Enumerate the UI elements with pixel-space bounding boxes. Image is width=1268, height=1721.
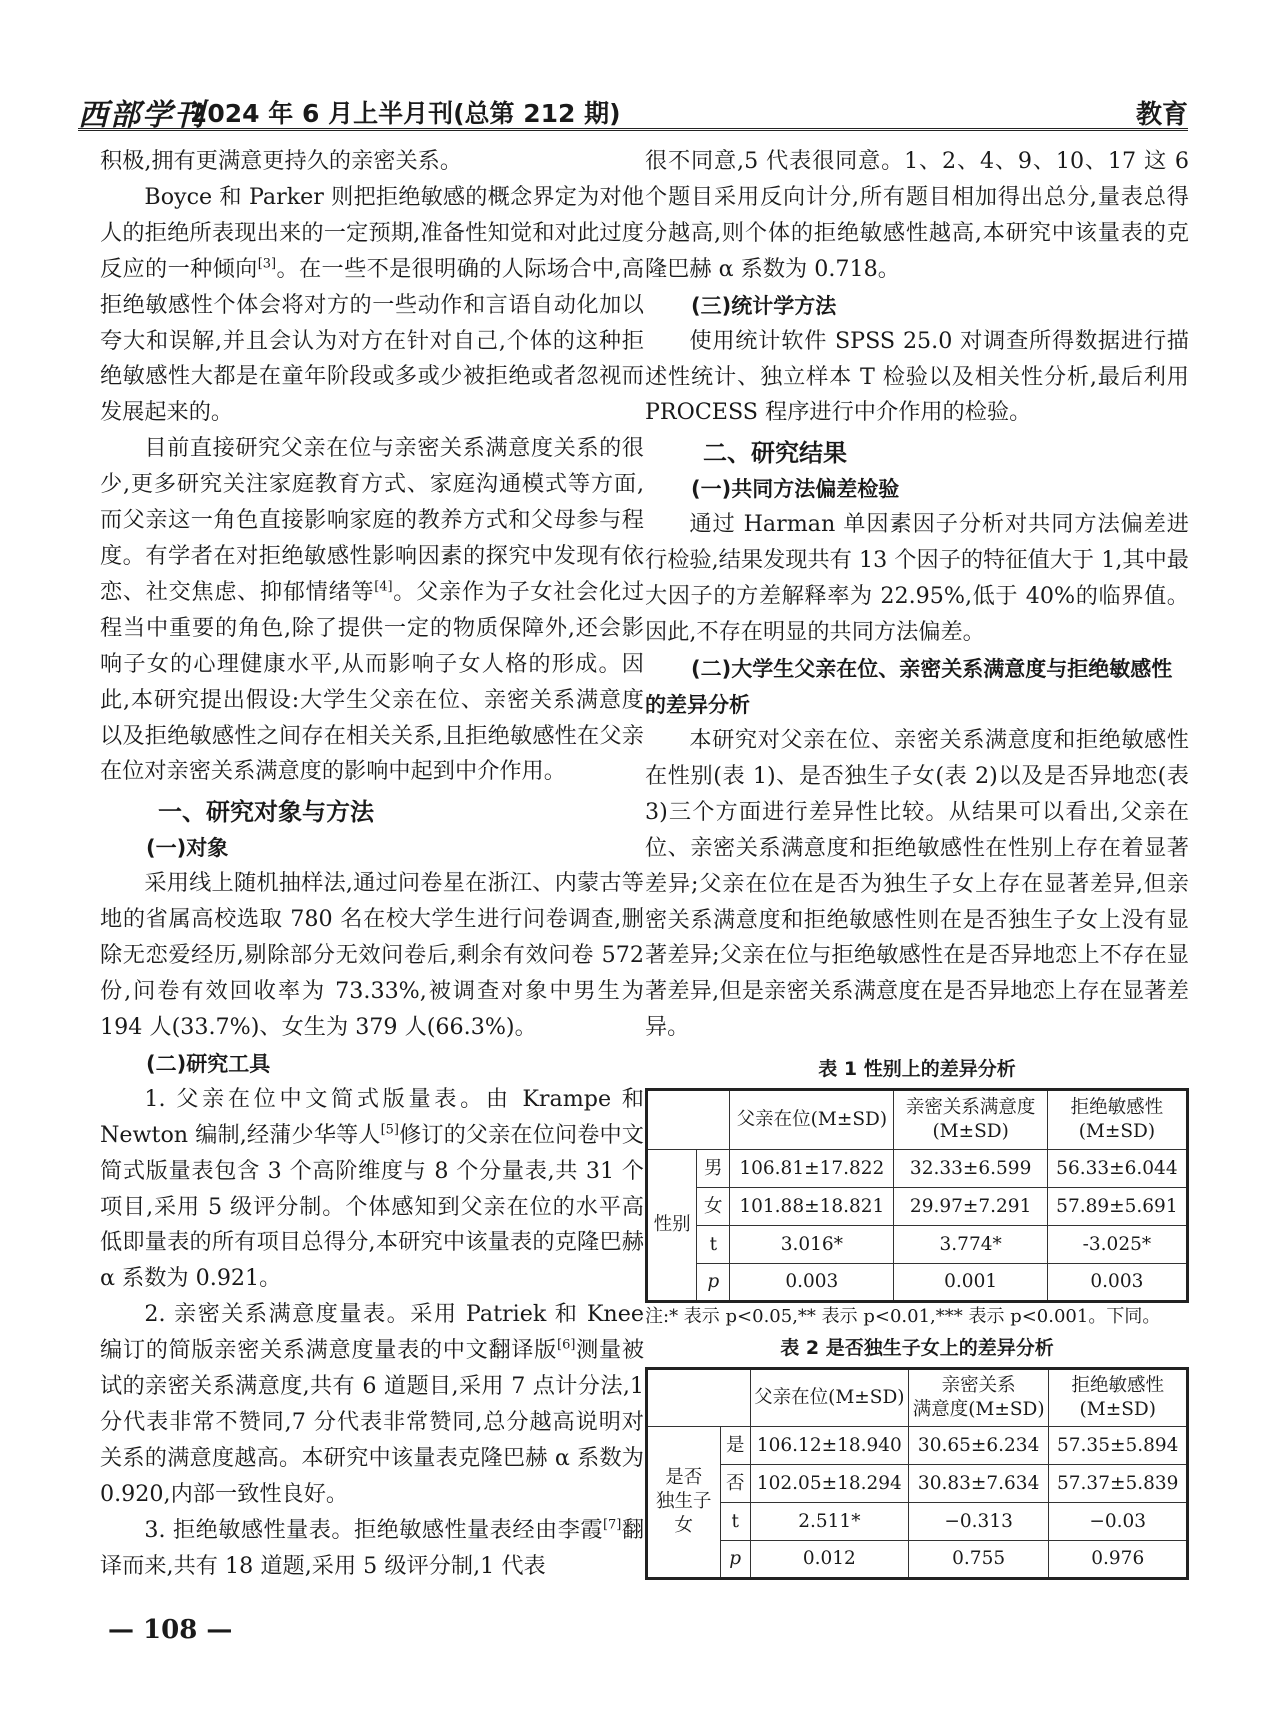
paragraph: 2. 亲密关系满意度量表。采用 Patriek 和 Knee 编订的简版亲密关系满意度量表的中文翻译版[6]测量被试的亲密关系满意度,共有 6 道题目,采用 7 点计分法,1 分代表非常不赞同,7 分代表非常赞同,总分越高说明对关系的满意度越高。本研究中该量表克隆巴赫 α 系数为 0.920,内部一致性良好。 bbox=[100, 1301, 645, 1507]
subsection-heading: (一)共同方法偏差检验 bbox=[691, 477, 900, 502]
paragraph: 本研究对父亲在位、亲密关系满意度和拒绝敏感性在性别(表 1)、是否独生子女(表 2)以及是否异地恋(表 3)三个方面进行差异性比较。从结果可以看出,父亲在位、亲密关系满意度和拒绝敏感性在性别上存在着显著差异;父亲在位在是否为独生子女上存在显著差异,但亲密关系满意度和拒绝敏感性则在是否独生子女上没有显著差异;父亲在位与拒绝敏感性在是否异地恋上不存在显著差异,但是亲密关系满意度在是否异地恋上存在显著差异。 bbox=[645, 726, 1189, 1041]
section-heading: 一、研究对象与方法 bbox=[158, 798, 374, 827]
citation: [7] bbox=[602, 1517, 622, 1533]
table-caption: 表 2 是否独生子女上的差异分析 bbox=[780, 1337, 1054, 1360]
subsection-heading: (三)统计学方法 bbox=[691, 293, 837, 318]
subsection-heading: (二)研究工具 bbox=[146, 1051, 271, 1076]
citation: [5] bbox=[380, 1122, 399, 1138]
paragraph: 积极,拥有更满意更持久的亲密关系。 bbox=[100, 148, 463, 174]
column-header: 拒绝敏感性 (M±SD) bbox=[1047, 1090, 1187, 1150]
column-header: 父亲在位(M±SD) bbox=[730, 1090, 894, 1150]
column-header: 亲密关系满意度 (M±SD) bbox=[894, 1090, 1047, 1150]
column-header: 拒绝敏感性 (M±SD) bbox=[1049, 1369, 1188, 1427]
table-row: 女 101.88±18.821 29.97±7.291 57.89±5.691 bbox=[647, 1188, 1188, 1226]
citation: [6] bbox=[557, 1337, 576, 1353]
section-heading: 二、研究结果 bbox=[703, 439, 847, 468]
table-row: t 2.511* −0.313 −0.03 bbox=[647, 1503, 1188, 1541]
table-row: t 3.016* 3.774* -3.025* bbox=[647, 1226, 1188, 1264]
table-row: p 0.012 0.755 0.976 bbox=[647, 1541, 1188, 1579]
paragraph: 使用统计软件 SPSS 25.0 对调查所得数据进行描述性统计、独立样本 T 检验以及相关性分析,最后利用 PROCESS 程序进行中介作用的检验。 bbox=[645, 327, 1189, 426]
journal-logo: 西部学刊 bbox=[78, 98, 206, 133]
page-header bbox=[78, 88, 1188, 131]
section-label: 教育 bbox=[1135, 100, 1188, 130]
page-number: — 108 — bbox=[108, 1615, 233, 1645]
table-row: 否 102.05±18.294 30.83±7.634 57.37±5.839 bbox=[647, 1465, 1188, 1503]
paragraph: 1. 父亲在位中文简式版量表。由 Krampe 和 Newton 编制,经蒲少华等人[5]修订的父亲在位问卷中文简式版量表包含 3 个高阶维度与 8 个分量表,共 31 个项目,采用 5 级评分制。个体感知到父亲在位的水平高低即量表的所有项目总得分,本研究中该量表的克隆巴赫 α 系数为 0.921。 bbox=[100, 1085, 644, 1292]
right-column bbox=[645, 144, 1189, 1580]
paragraph: 3. 拒绝敏感性量表。拒绝敏感性量表经由李霞[7]翻译而来,共有 18 道题,采用 5 级评分制,1 代表 bbox=[100, 1516, 645, 1579]
citation: [4] bbox=[374, 579, 393, 595]
subsection-heading: (二)大学生父亲在位、亲密关系满意度与拒绝敏感性的差异分析 bbox=[645, 656, 1173, 717]
left-column bbox=[100, 144, 644, 1585]
table-row: 是否 独生子女 是 106.12±18.940 30.65±6.234 57.35±5.894 bbox=[647, 1427, 1188, 1465]
paragraph: Boyce 和 Parker 则把拒绝敏感的概念界定为对他人的拒绝所表现出来的一定预期,准备性知觉和对此过度反应的一种倾向[3]。在一些不是很明确的人际场合中,高拒绝敏感性个体会将对方的一些动作和言语自动化加以夸大和误解,并且会认为对方在针对自己,个体的这种拒绝敏感性大都是在童年阶段或多或少被拒绝或者忽视而发展起来的。 bbox=[100, 183, 645, 426]
only-child-difference-table bbox=[645, 1367, 1189, 1580]
group-label: 性别 bbox=[647, 1150, 697, 1302]
group-label: 是否 独生子女 bbox=[647, 1427, 721, 1579]
subsection-heading: (一)对象 bbox=[146, 836, 229, 861]
table-row: p 0.003 0.001 0.003 bbox=[647, 1264, 1188, 1302]
paragraph: 通过 Harman 单因素因子分析对共同方法偏差进行检验,结果发现共有 13 个因子的特征值大于 1,其中最大因子的方差解释率为 22.95%,低于 40%的临界值。因此,不存在明显的共同方法偏差。 bbox=[645, 511, 1189, 646]
citation: [3] bbox=[257, 256, 277, 272]
column-header: 父亲在位(M±SD) bbox=[750, 1369, 908, 1427]
gender-difference-table bbox=[645, 1088, 1189, 1303]
column-header: 亲密关系 满意度(M±SD) bbox=[908, 1369, 1049, 1427]
issue-info: 2024 年 6 月上半月刊(总第 212 期) bbox=[190, 99, 621, 128]
table-row: 性别 男 106.81±17.822 32.33±6.599 56.33±6.044 bbox=[647, 1150, 1188, 1188]
paragraph: 很不同意,5 代表很同意。1、2、4、9、10、17 这 6 个题目采用反向计分,所有题目相加得出总分,量表总得分越高,则个体的拒绝敏感性越高,本研究中该量表的克隆巴赫 α 系数为 0.718。 bbox=[645, 148, 1189, 282]
table-note: 注:* 表示 p<0.05,** 表示 p<0.01,*** 表示 p<0.001。下同。 bbox=[645, 1306, 1161, 1328]
paragraph: 采用线上随机抽样法,通过问卷星在浙江、内蒙古等地的省属高校选取 780 名在校大学生进行问卷调查,删除无恋爱经历,剔除部分无效问卷后,剩余有效问卷 572 份,问卷有效回收率为 73.33%,被调查对象中男生为 194 人(33.7%)、女生为 379 人(66.3%)。 bbox=[100, 870, 644, 1040]
paragraph: 目前直接研究父亲在位与亲密关系满意度关系的很少,更多研究关注家庭教育方式、家庭沟通模式等方面,而父亲这一角色直接影响家庭的教养方式和父母参与程度。有学者在对拒绝敏感性影响因素的探究中发现有依恋、社交焦虑、抑郁情绪等[4]。父亲作为子女社会化过程当中重要的角色,除了提供一定的物质保障外,还会影响子女的心理健康水平,从而影响子女人格的形成。因此,本研究提出假设:大学生父亲在位、亲密关系满意度以及拒绝敏感性之间存在相关关系,且拒绝敏感性在父亲在位对亲密关系满意度的影响中起到中介作用。 bbox=[100, 435, 645, 785]
table-caption: 表 1 性别上的差异分析 bbox=[818, 1058, 1016, 1081]
